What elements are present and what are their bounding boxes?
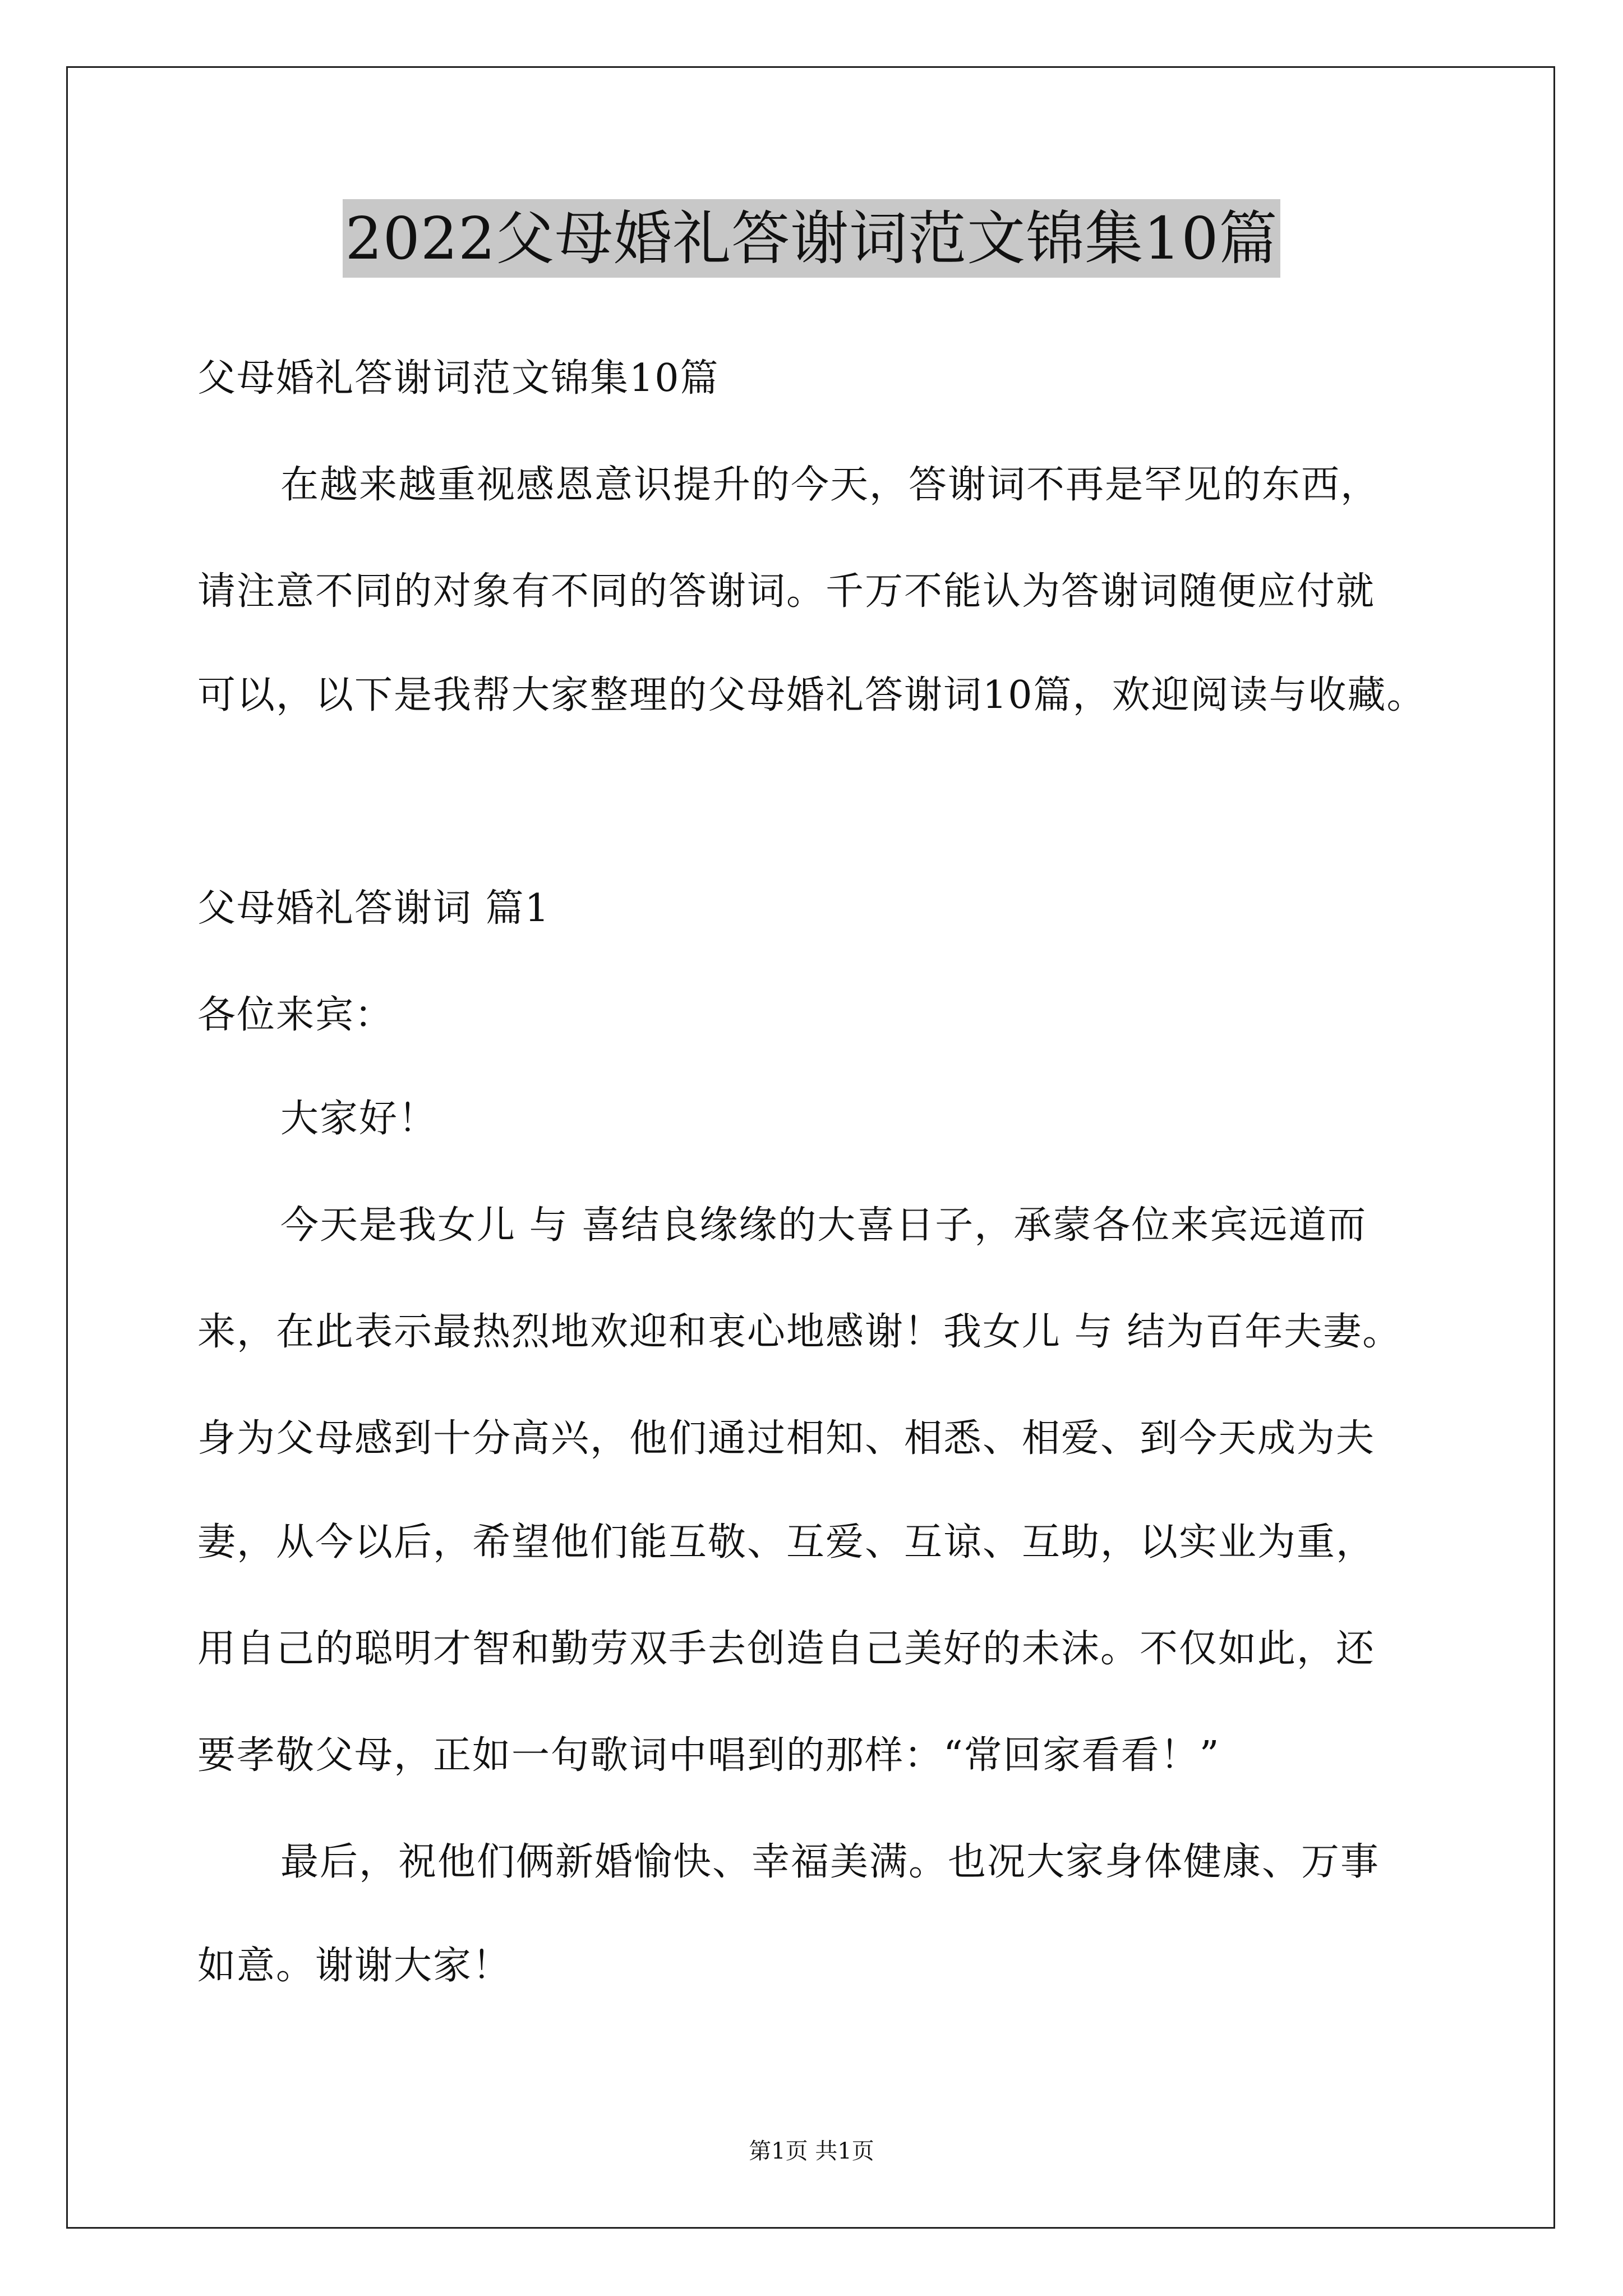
body-line-4: 妻，从今以后，希望他们能互敬、互爱、互谅、互助，以实业为重， <box>197 1520 1376 1565</box>
body-line-5: 用自己的聪明才智和勤劳双手去创造自己美好的未沫。不仅如此，还 <box>197 1627 1376 1671</box>
document-subtitle: 父母婚礼答谢词范文锦集10篇 <box>197 356 720 401</box>
salutation: 各位来宾： <box>197 993 394 1037</box>
intro-line-1: 在越来越重视感恩意识提升的今天，答谢词不再是罕见的东西， <box>280 463 1380 507</box>
page-footer: 第1页 共1页 <box>749 2138 874 2164</box>
intro-line-2: 请注意不同的对象有不同的答谢词。千万不能认为答谢词随便应付就 <box>197 569 1376 614</box>
body-line-3: 身为父母感到十分高兴，他们通过相知、相悉、相爱、到今天成为夫 <box>197 1416 1376 1461</box>
document-title: 2022父母婚礼答谢词范文锦集10篇 <box>343 199 1280 278</box>
intro-line-3: 可以，以下是我帮大家整理的父母婚礼答谢词10篇，欢迎阅读与收藏。 <box>197 673 1426 717</box>
body-line-6: 要孝敬父母，正如一句歌词中唱到的那样：“常回家看看！” <box>197 1733 1220 1778</box>
body-line-1: 今天是我女儿 与 喜结良缘缘的大喜日子，承蒙各位来宾远道而 <box>280 1203 1367 1248</box>
section-heading: 父母婚礼答谢词 篇1 <box>197 886 550 931</box>
closing-line-2: 如意。谢谢大家！ <box>197 1944 512 1988</box>
body-line-2: 来，在此表示最热烈地欢迎和衷心地感谢！我女儿 与 结为百年夫妻。 <box>197 1310 1402 1354</box>
closing-line-1: 最后，祝他们俩新婚愉快、幸福美满。也况大家身体健康、万事 <box>280 1840 1380 1884</box>
greeting: 大家好！ <box>280 1097 438 1141</box>
title-container <box>0 199 1623 278</box>
